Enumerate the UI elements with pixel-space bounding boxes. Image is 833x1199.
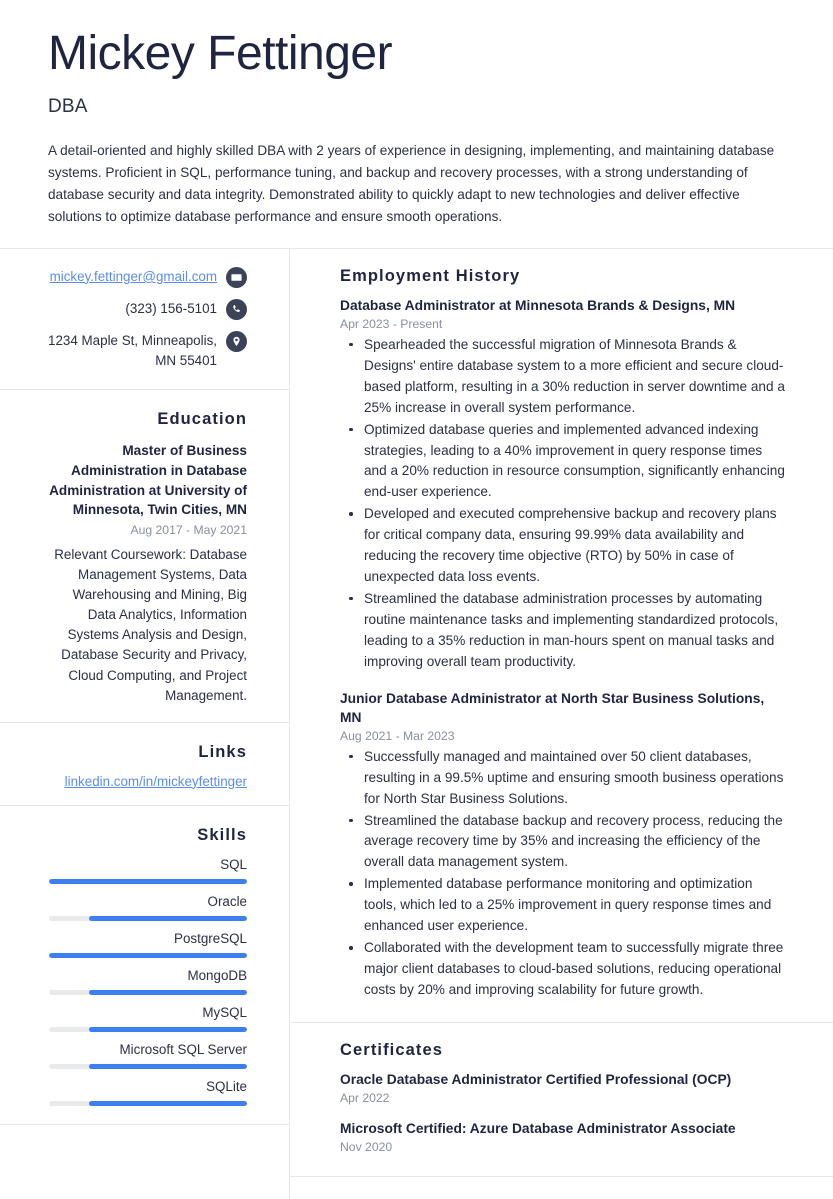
bullet-item: Spearheaded the successful migration of Minnesota Brands & Designs' entire database system to a more efficient and secure cloud-based platform, resulting in a 30% reduction in server downtime and a 25% increase in overall system performance. (362, 335, 785, 419)
skill-item (48, 1079, 247, 1106)
link-item-linkedin[interactable]: linkedin.com/in/mickeyfettinger (64, 773, 247, 789)
skill-level-fill (89, 990, 247, 995)
employment-entry-bullets (340, 747, 785, 1001)
contact-row-address (48, 331, 247, 371)
bullet-item: Successfully managed and maintained over 50 client databases, resulting in a 99.5% uptime and ensuring smooth business operations for North Star Business Solutions. (362, 747, 785, 810)
skill-name: Oracle (207, 893, 247, 909)
candidate-name: Mickey Fettinger (48, 27, 393, 80)
bullet-item: Developed and executed comprehensive backup and recovery plans for critical company data, ensuring 99.99% data availability and reducing the recovery time objective (RTO) by 50% in case of unexpected data loss events. (362, 504, 785, 588)
resume-body (0, 249, 833, 1199)
employment-entry (340, 689, 785, 1001)
main-content (290, 249, 833, 1199)
employment-entry-date: Aug 2021 - Mar 2023 (340, 728, 455, 743)
left-column-spacer (0, 1125, 289, 1147)
professional-summary: A detail-oriented and highly skilled DBA with 2 years of experience in designing, implementing, and maintaining database systems. Proficient in SQL, performance tuning, and backup and recovery processes, with a strong understanding of database security and data integrity. Demonstrated ability to quickly adapt to new technologies and deliver effective solutions to optimize database performance and ensure smooth operations. (48, 142, 775, 224)
skill-name: SQL (220, 856, 247, 872)
bullet-item: Collaborated with the development team to successfully migrate three major client databases to cloud-based solutions, reducing operational costs by 20% and improving scalability for future growth. (362, 938, 785, 1001)
contact-phone-text: (323) 156-5101 (125, 300, 217, 316)
links-heading: Links (198, 742, 247, 761)
jobs-list (340, 296, 785, 1001)
links-section (0, 723, 289, 806)
employment-history-section (290, 249, 833, 1023)
contact-row-email[interactable] (48, 267, 247, 288)
skill-level-track (49, 953, 247, 958)
skill-item (48, 1005, 247, 1032)
skill-level-track (49, 1064, 247, 1069)
education-section (0, 390, 289, 723)
skill-level-fill (89, 1101, 247, 1106)
education-entry (48, 441, 247, 706)
skill-item (48, 894, 247, 921)
skill-level-fill (49, 879, 247, 884)
skill-name: PostgreSQL (174, 930, 247, 946)
phone-icon (226, 299, 247, 320)
certificates-section (290, 1023, 833, 1178)
contact-email-text[interactable]: mickey.fettinger@gmail.com (49, 268, 217, 284)
bullet-item: Implemented database performance monitoring and optimization tools, which led to a 25% improvement in query response times and enhanced user experience. (362, 874, 785, 937)
skill-level-track (49, 879, 247, 884)
skill-name: Microsoft SQL Server (119, 1041, 247, 1057)
contact-details-section (0, 249, 289, 390)
left-sidebar (0, 249, 290, 1199)
education-entry-description: Relevant Coursework: Database Management Systems, Data Warehousing and Mining, Big Data Analytics, Information Systems Analysis and Design, Database Security and Privacy, Cloud Computing, and Project Management. (54, 546, 247, 703)
skill-level-track (49, 1027, 247, 1032)
education-heading: Education (157, 410, 247, 429)
skill-name: MongoDB (187, 967, 247, 983)
education-entry-title: Master of Business Administration in Database Administration at University of Minnesota, Twin Cities, MN (49, 443, 247, 518)
certificate-date: Apr 2022 (340, 1091, 390, 1106)
certificate-date: Nov 2020 (340, 1140, 393, 1155)
employment-history-heading: Employment History (340, 266, 521, 285)
candidate-job-title: DBA (48, 95, 88, 117)
skill-level-track (49, 1101, 247, 1106)
skill-level-fill (49, 953, 247, 958)
employment-entry-title: Database Administrator at Minnesota Brands & Designs, MN (340, 297, 736, 313)
certificate-title: Microsoft Certified: Azure Database Administrator Associate (340, 1121, 736, 1137)
right-column-spacer (290, 1177, 833, 1199)
resume-header (0, 0, 833, 248)
contact-address-text: 1234 Maple St, Minneapolis, MN 55401 (48, 332, 217, 368)
certificates-list (340, 1070, 785, 1155)
certificate-title: Oracle Database Administrator Certified Professional (OCP) (340, 1071, 732, 1087)
skill-item (48, 968, 247, 995)
bullet-item: Streamlined the database backup and recovery process, reducing the average recovery time by 35% and increasing the efficiency of the overall data management system. (362, 811, 785, 874)
skills-list (48, 857, 247, 1106)
employment-entry-bullets (340, 335, 785, 673)
skill-level-fill (89, 1064, 247, 1069)
certificate-entry (340, 1070, 785, 1105)
envelope-icon (226, 267, 247, 288)
contact-row-phone[interactable] (48, 299, 247, 320)
skill-name: MySQL (202, 1004, 247, 1020)
employment-entry-title: Junior Database Administrator at North Star Business Solutions, MN (340, 690, 765, 725)
skills-heading: Skills (197, 825, 247, 844)
skills-section (0, 806, 289, 1125)
skill-item (48, 1042, 247, 1069)
skill-name: SQLite (206, 1078, 247, 1094)
certificates-heading: Certificates (340, 1040, 444, 1059)
education-entry-date: Aug 2017 - May 2021 (130, 522, 247, 537)
location-pin-icon (226, 331, 247, 352)
skill-item (48, 857, 247, 884)
skill-item (48, 931, 247, 958)
bullet-item: Streamlined the database administration processes by automating routine maintenance tasks and implementing standardized protocols, leading to a 35% reduction in man-hours spent on manual tasks and improving overall team productivity. (362, 589, 785, 673)
employment-entry (340, 296, 785, 673)
skill-level-fill (89, 1027, 247, 1032)
skill-level-track (49, 916, 247, 921)
bullet-item: Optimized database queries and implemented advanced indexing strategies, leading to a 40% improvement in query response times and a 20% reduction in resource consumption, significantly enhancing end-user experience. (362, 420, 785, 504)
certificate-entry (340, 1119, 785, 1154)
employment-entry-date: Apr 2023 - Present (340, 316, 443, 331)
skill-level-track (49, 990, 247, 995)
skill-level-fill (89, 916, 247, 921)
